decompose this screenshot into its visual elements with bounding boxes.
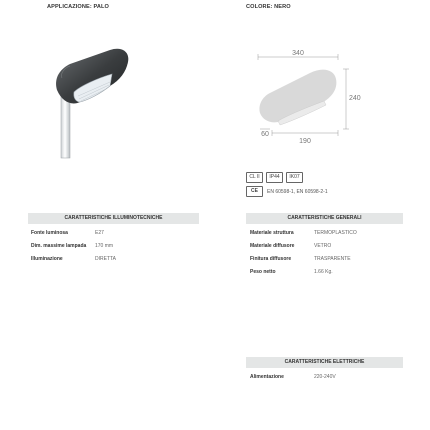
dim-depth-label: 190: [299, 138, 311, 145]
general-specs-header: CARATTERISTICHE GENERALI: [246, 213, 403, 224]
application-label: APPLICAZIONE: PALO: [47, 4, 109, 10]
spec-label: Fonte luminosa: [31, 230, 68, 236]
class-ii-badge: CL II: [246, 172, 263, 183]
spec-label: Peso netto: [250, 269, 276, 275]
product-photo: [40, 40, 140, 160]
spec-value: 1.66 Kg.: [314, 269, 333, 275]
dim-offset-label: 60: [261, 131, 269, 138]
spec-label: Illuminazione: [31, 256, 63, 262]
spec-label: Dim. massime lampada: [31, 243, 87, 249]
spec-label: Materiale diffusore: [250, 243, 295, 249]
spec-value: 170 mm: [95, 243, 114, 249]
spec-label: Finitura diffusore: [250, 256, 292, 262]
spec-label: Alimentazione: [250, 374, 284, 380]
spec-value: TRASPARENTE: [314, 256, 351, 262]
ce-mark-badge: CE: [246, 186, 263, 197]
lighting-specs-header: CARATTERISTICHE ILLUMINOTECNICHE: [28, 213, 199, 224]
spec-value: TERMOPLASTICO: [314, 230, 357, 236]
spec-value: VETRO: [314, 243, 332, 249]
electrical-specs-header: CARATTERISTICHE ELETTRICHE: [246, 357, 403, 368]
ip44-badge: IP44: [266, 172, 283, 183]
norms-text: EN 60598-1, EN 60598-2-1: [267, 189, 328, 195]
dim-width-label: 340: [292, 50, 304, 57]
technical-drawing: [248, 45, 368, 145]
color-label: COLORE: NERO: [246, 4, 291, 10]
spec-value: E27: [95, 230, 104, 236]
ik07-badge: IK07: [286, 172, 303, 183]
dim-height-label: 240: [349, 95, 361, 102]
spec-value: DIRETTA: [95, 256, 117, 262]
spec-label: Materiale struttura: [250, 230, 294, 236]
spec-value: 220-240V: [314, 374, 336, 380]
